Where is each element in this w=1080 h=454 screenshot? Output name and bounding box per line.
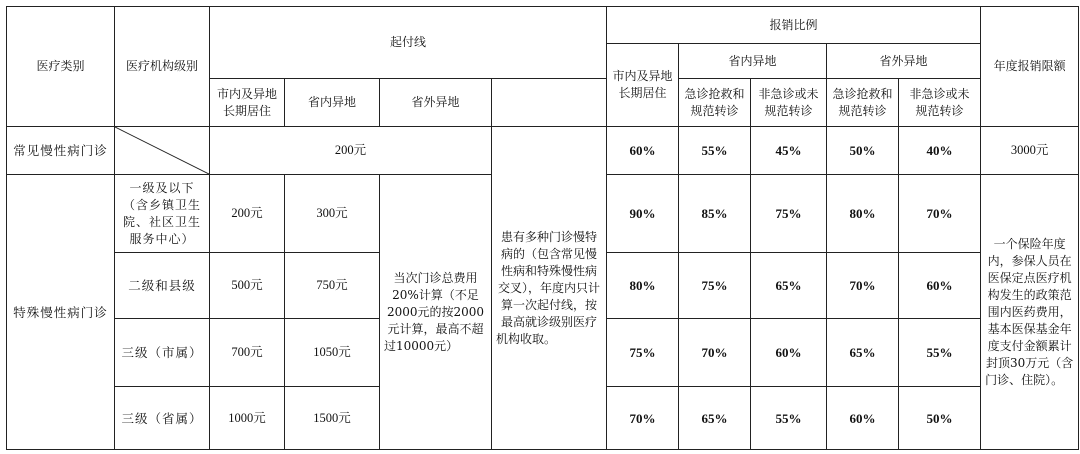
policy-table-container: [6, 6, 1078, 449]
special-level-3-rate-in-non-emergency: 60%: [751, 319, 827, 387]
header-ratio-in-province: 省内异地: [679, 44, 827, 79]
special-level-3-rate-out-non-emergency: 55%: [899, 319, 981, 387]
header-blank-cell: [492, 79, 607, 127]
special-level-2-rate-in-non-emergency: 65%: [751, 253, 827, 319]
special-level-2-rate-in-emergency: 75%: [679, 253, 751, 319]
common-rate-city: 60%: [607, 127, 679, 175]
special-level-3-in-province: 1050元: [285, 319, 380, 387]
special-level-1-rate-city: 90%: [607, 175, 679, 253]
special-level-3-label: 三级（市属）: [115, 319, 210, 387]
special-level-4-rate-city: 70%: [607, 387, 679, 450]
header-deductible: 起付线: [210, 7, 607, 79]
special-level-1-in-province: 300元: [285, 175, 380, 253]
out-province-deductible-note: 当次门诊总费用20%计算（不足2000元的按2000元计算，最高不超过10000元）: [380, 175, 492, 450]
header-out-province-emergency: 急诊抢救和 规范转诊: [827, 79, 899, 127]
special-level-4-rate-in-non-emergency: 55%: [751, 387, 827, 450]
special-level-2-rate-city: 80%: [607, 253, 679, 319]
special-level-1-rate-out-non-emergency: 70%: [899, 175, 981, 253]
header-medical-category: 医疗类别: [7, 7, 115, 127]
multi-disease-note: 患有多种门诊慢特病的（包含常见慢性病和特殊慢性病交叉），年度内只计算一次起付线，按最高就诊级别医疗机构收取。: [492, 127, 607, 450]
common-chronic-label: 常见慢性病门诊: [7, 127, 115, 175]
special-level-4-in-province: 1500元: [285, 387, 380, 450]
common-rate-out-non-emergency: 40%: [899, 127, 981, 175]
special-level-2-label: 二级和县级: [115, 253, 210, 319]
header-deductible-out-province: 省外异地: [380, 79, 492, 127]
header-deductible-city-longterm: 市内及异地 长期居住: [210, 79, 285, 127]
special-level-2-in-province: 750元: [285, 253, 380, 319]
special-level-4-rate-in-emergency: 65%: [679, 387, 751, 450]
common-rate-out-emergency: 50%: [827, 127, 899, 175]
special-level-4-rate-out-non-emergency: 50%: [899, 387, 981, 450]
special-level-1-label: 一级及以下 （含乡镇卫生院、社区卫生服务中心）: [115, 175, 210, 253]
special-level-2-rate-out-emergency: 70%: [827, 253, 899, 319]
header-in-province-emergency: 急诊抢救和 规范转诊: [679, 79, 751, 127]
common-deductible: 200元: [210, 127, 492, 175]
header-reimbursement-ratio: 报销比例: [607, 7, 981, 44]
special-level-2-rate-out-non-emergency: 60%: [899, 253, 981, 319]
reimbursement-policy-table: [6, 6, 1079, 450]
special-level-4-rate-out-emergency: 60%: [827, 387, 899, 450]
header-ratio-out-province: 省外异地: [827, 44, 981, 79]
header-row-1: [7, 7, 1079, 44]
header-institution-level: 医疗机构级别: [115, 7, 210, 127]
header-out-province-non-emergency: 非急诊或未 规范转诊: [899, 79, 981, 127]
annual-limit-note: 一个保险年度内，参保人员在医保定点医疗机构发生的政策范围内医药费用，基本医保基金年度支付金额累计封顶30万元（含门诊、住院）。: [981, 175, 1079, 450]
header-in-province-non-emergency: 非急诊或未 规范转诊: [751, 79, 827, 127]
special-chronic-label: 特殊慢性病门诊: [7, 175, 115, 450]
common-rate-in-emergency: 55%: [679, 127, 751, 175]
special-level-3-rate-in-emergency: 70%: [679, 319, 751, 387]
special-level-4-city: 1000元: [210, 387, 285, 450]
special-level-3-city: 700元: [210, 319, 285, 387]
diagonal-line-icon: [115, 127, 209, 174]
special-level-1-city: 200元: [210, 175, 285, 253]
row-common-chronic: [7, 127, 1079, 175]
header-annual-limit: 年度报销限额: [981, 7, 1079, 127]
common-annual-limit: 3000元: [981, 127, 1079, 175]
special-level-1-rate-in-emergency: 85%: [679, 175, 751, 253]
special-level-2-city: 500元: [210, 253, 285, 319]
special-level-1-rate-in-non-emergency: 75%: [751, 175, 827, 253]
special-level-3-rate-city: 75%: [607, 319, 679, 387]
special-level-4-label: 三级（省属）: [115, 387, 210, 450]
diagonal-slash-cell: [115, 127, 210, 175]
special-level-3-rate-out-emergency: 65%: [827, 319, 899, 387]
header-ratio-city-longterm: 市内及异地 长期居住: [607, 44, 679, 127]
common-rate-in-non-emergency: 45%: [751, 127, 827, 175]
special-level-1-rate-out-emergency: 80%: [827, 175, 899, 253]
header-deductible-in-province: 省内异地: [285, 79, 380, 127]
